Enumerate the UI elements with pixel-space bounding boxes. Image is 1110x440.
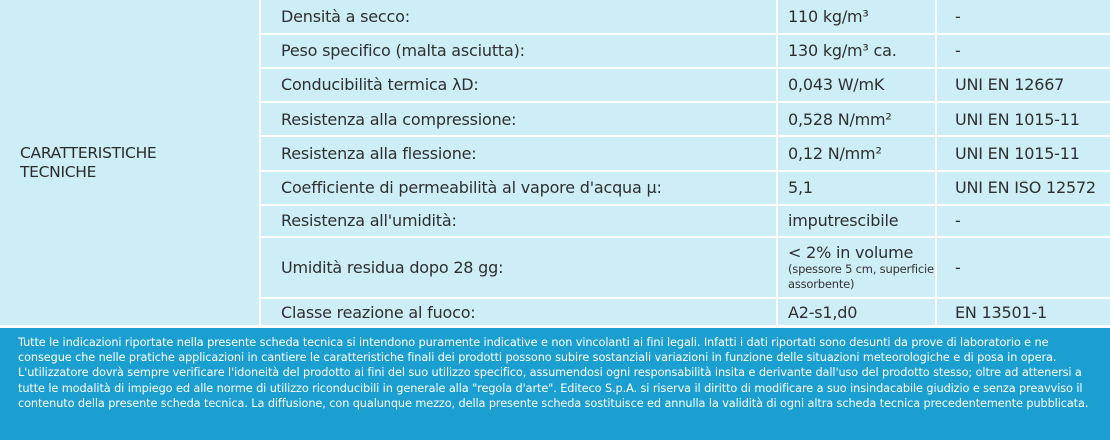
norm-cell: UNI EN 1015-11 — [937, 137, 1110, 170]
section-label-line1: CARATTERISTICHE — [20, 143, 157, 162]
characteristics-table — [261, 0, 1110, 325]
property-cell: Resistenza alla flessione: — [261, 137, 776, 170]
value-cell: 0,528 N/mm² — [778, 103, 935, 135]
property-cell: Coefficiente di permeabilità al vapore d'acqua μ: — [261, 172, 776, 204]
norm-cell: EN 13501-1 — [937, 299, 1110, 325]
property-cell: Classe reazione al fuoco: — [261, 299, 776, 325]
table-row — [261, 0, 1110, 33]
value-cell: 5,1 — [778, 172, 935, 204]
norm-cell: - — [937, 35, 1110, 67]
legal-disclaimer: Tutte le indicazioni riportate nella presente scheda tecnica si intendono puramente indicative e non vincolanti ai fini legali. Infatti i dati riportati sono desunti da prove di laboratorio e ne consegue che nelle pratiche applicazioni in cantiere le caratteristiche finali dei prodotti possono subire sostanziali variazioni in funzione delle situazioni meteorologiche e di posa in opera. L'utilizzatore dovrà sempre verificare l'idoneità del prodotto ai fini del suo utilizzo specifico, assumendosi ogni responsabilità insita e derivante dall'uso del prodotto stesso; oltre ad attenersi a tutte le modalità di impiego ed alle norme di utilizzo riconducibili in generale alla "regola d'arte". Editeco S.p.A. si riserva il diritto di modificare a suo insindacabile giudizio e senza preavviso il contenuto della presente scheda tecnica. La diffusione, con qualunque mezzo, della presente scheda sostituisce ed annulla la validità di ogni altra scheda tecnica precedentemente pubblicata. — [0, 328, 1110, 440]
value-cell: 0,12 N/mm² — [778, 137, 935, 170]
table-row — [261, 299, 1110, 325]
norm-cell: UNI EN 12667 — [937, 69, 1110, 102]
section-label-line2: TECNICHE — [20, 162, 97, 181]
value-cell: 130 kg/m³ ca. — [778, 35, 935, 67]
value-note: (spessore 5 cm, superficie assorbente) — [788, 261, 934, 291]
section-label — [20, 144, 156, 182]
table-row — [261, 206, 1110, 236]
value-cell: 110 kg/m³ — [778, 0, 935, 33]
property-cell: Resistenza all'umidità: — [261, 206, 776, 236]
table-row — [261, 103, 1110, 135]
table-row — [261, 35, 1110, 67]
property-cell: Conducibilità termica λD: — [261, 69, 776, 102]
table-row — [261, 172, 1110, 204]
table-row — [261, 137, 1110, 170]
norm-cell: UNI EN ISO 12572 — [937, 172, 1110, 204]
value-cell: imputrescibile — [778, 206, 935, 236]
property-cell: Umidità residua dopo 28 gg: — [261, 238, 776, 298]
value-cell: A2-s1,d0 — [778, 299, 935, 325]
section-label-cell — [0, 0, 259, 325]
norm-cell: - — [937, 0, 1110, 33]
property-cell: Resistenza alla compressione: — [261, 103, 776, 135]
norm-cell: - — [937, 238, 1110, 298]
norm-cell: - — [937, 206, 1110, 236]
norm-cell: UNI EN 1015-11 — [937, 103, 1110, 135]
property-cell: Peso specifico (malta asciutta): — [261, 35, 776, 67]
value-cell: 0,043 W/mK — [778, 69, 935, 102]
property-cell: Densità a secco: — [261, 0, 776, 33]
table-row — [261, 238, 1110, 298]
value-main: < 2% in volume — [788, 242, 914, 262]
value-cell — [778, 238, 935, 298]
table-row — [261, 69, 1110, 102]
